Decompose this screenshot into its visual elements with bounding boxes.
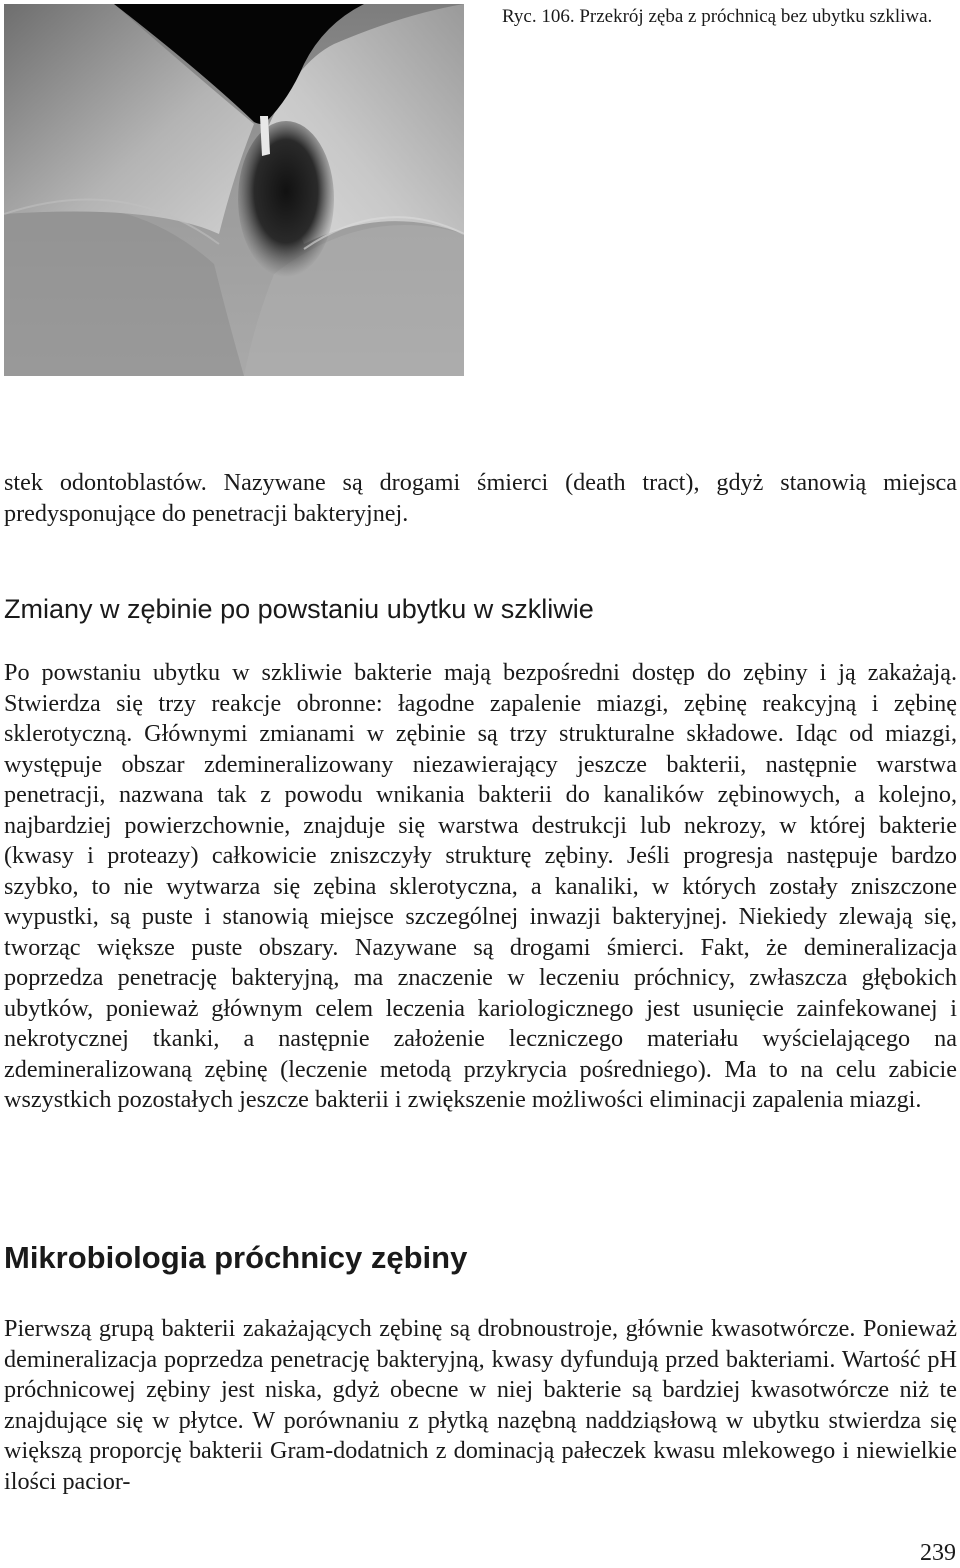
tooth-cross-section-figure — [4, 4, 464, 376]
paragraph-dentin-changes: Po powstaniu ubytku w szkliwie bakterie mają bezpośredni dostęp do zębiny i ją zakażają. Stwierdza się trzy reakcje obronne: łagodne zapalenie miazgi, zębinę reakcyjną i zębinę sklerotyczną. Głównymi zmianami w zębinie są trzy strukturalne składowe. Idąc od miazgi, występuje obszar zdemineralizowany niezawierający jeszcze bakterii, następnie warstwa penetracji, nazwana tak z powodu wnikania bakterii do kanalików zębinowych, a kolejno, najbardziej powierzchownie, znajduje się warstwa destrukcji lub nekrozy, w której bakterie (kwasy i proteazy) całkowicie zniszczyły strukturę zębiny. Jeśli progresja następuje bardzo szybko, to nie wytwarza się zębina sklerotyczna, a kanaliki, w których zostały zniszczone wypustki, są puste i stanowią miejsce szczególnej inwazji bakteryjnej. Niekiedy zlewają się, tworząc większe puste obszary. Nazywane są drogami śmierci. Fakt, że demineralizacja poprzedza penetrację bakteryjną, ma znaczenie w leczeniu próchnicy, zwłaszcza głębokich ubytków, ponieważ głównym celem leczenia kariologicznego jest usunięcie zainfekowanej i nekrotycznej tkanki, a następnie założenie leczniczego materiału wyścielającego na zdemineralizowaną zębinę (leczenie metodą przykrycia pośredniego). Ma to na celu zabicie wszystkich pozostałych jeszcze bakterii i zwiększenie możliwości eliminacji zapalenia miazgi. — [4, 659, 957, 1113]
section-heading-microbiology: Mikrobiologia próchnicy zębiny — [4, 1240, 468, 1275]
section-heading-dentin-changes: Zmiany w zębinie po powstaniu ubytku w szkliwie — [4, 594, 594, 624]
tooth-cross-section-image — [4, 4, 464, 376]
page-number: 239 — [920, 1540, 956, 1566]
paragraph-microbiology: Pierwszą grupą bakterii zakażających zębinę są drobnoustroje, głównie kwasotwórcze. Ponieważ demineralizacja poprzedza penetrację bakteryjną, kwasy dyfundują przed bakteriami. Wartość pH próchnicowej zębiny jest niska, gdyż obecne w niej bakterie są bardziej kwasotwórcze niż te znajdujące się w płytce. W porównaniu z płytką nazębną naddziąsłową w ubytku stwierdza się większą proporcję bakterii Gram-dodatnich z dominacją pałeczek kwasu mlekowego i niewielkie ilości pacior- — [4, 1315, 957, 1495]
paragraph-intro: stek odontoblastów. Nazywane są drogami śmierci (death tract), gdyż stanowią miejsca predysponujące do penetracji bakteryjnej. — [4, 469, 957, 527]
figure-caption: Ryc. 106. Przekrój zęba z próchnicą bez ubytku szkliwa. — [502, 6, 933, 27]
